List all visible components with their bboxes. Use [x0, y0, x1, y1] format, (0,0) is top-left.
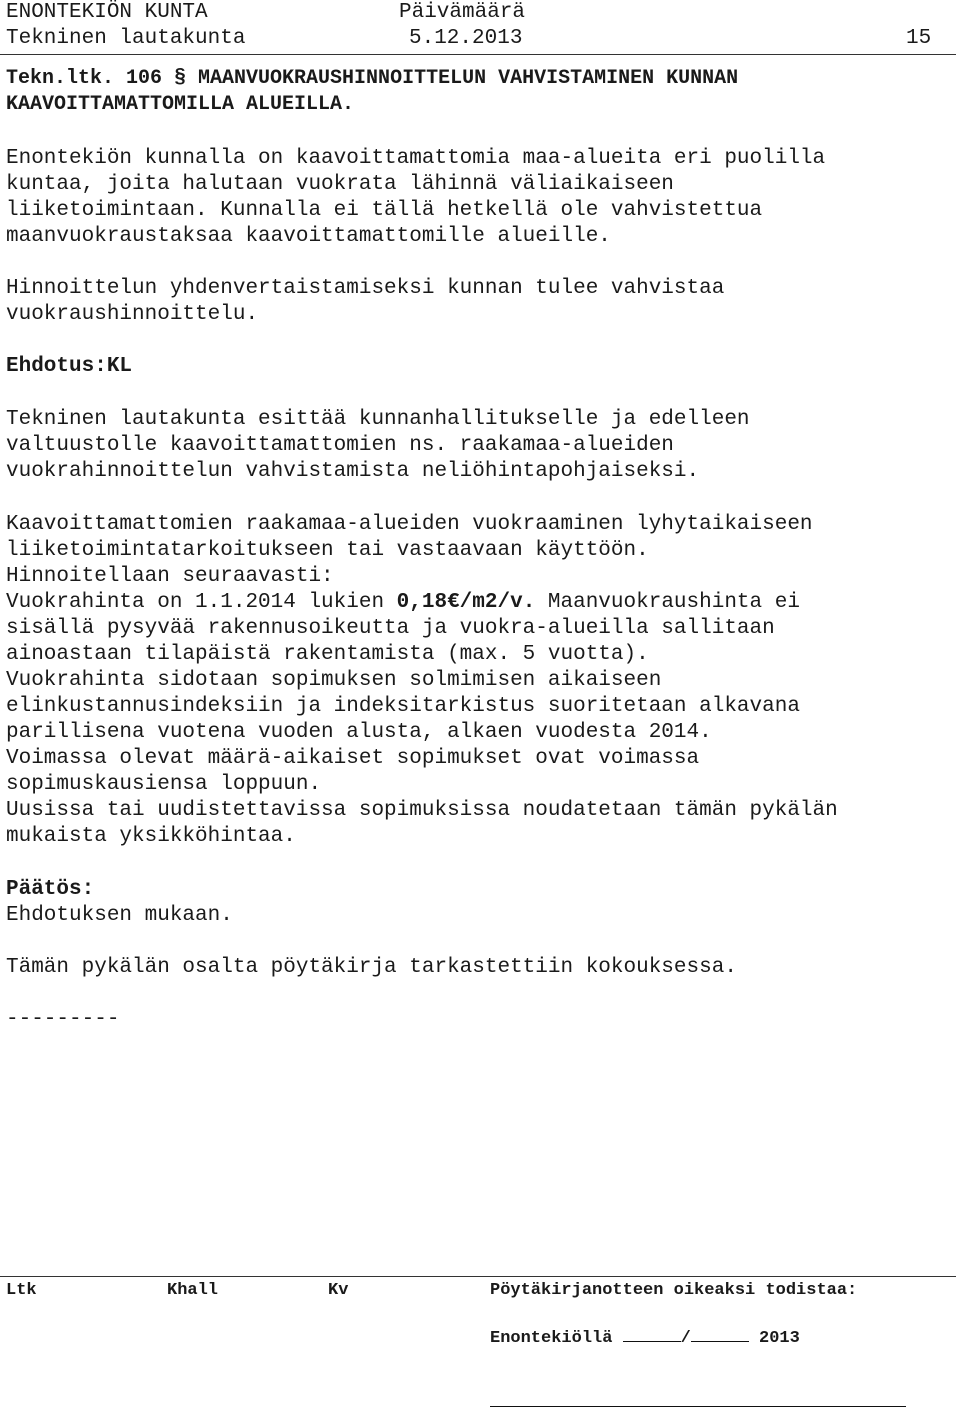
intro-line: maanvuokraustaksaa kaavoittamattomille alueille.	[6, 225, 611, 248]
proposal-line: Tekninen lautakunta esittää kunnanhallitukselle ja edelleen	[6, 408, 750, 431]
proposal-label: Ehdotus:KL	[6, 355, 133, 378]
footer-place: Enontekiöllä	[490, 1329, 613, 1348]
pricing-details	[6, 512, 954, 850]
decision-label: Päätös:	[6, 878, 95, 901]
meeting-date: 5.12.2013	[409, 27, 523, 50]
date-label: Päivämäärä	[399, 1, 526, 24]
intro-paragraph	[6, 146, 954, 250]
section-title	[6, 66, 954, 118]
details-line: sopimuskausiensa loppuun.	[6, 773, 322, 796]
intro-line: Enontekiön kunnalla on kaavoittamattomia maa-alueita eri puolilla	[6, 147, 826, 170]
details-line: sisällä pysyvää rakennusoikeutta ja vuokra-alueilla sallitaan	[6, 617, 775, 640]
separator-dashes: ---------	[6, 1008, 120, 1031]
price-prefix: Vuokrahinta on 1.1.2014 lukien	[6, 591, 397, 614]
municipality-name: ENONTEKIÖN KUNTA	[6, 1, 208, 24]
footer-ltk: Ltk	[6, 1281, 37, 1300]
details-line: elinkustannusindeksiin ja indeksitarkistus suoritetaan alkavana	[6, 695, 800, 718]
price-value: 0,18€/m2/v.	[396, 591, 536, 614]
intro2-line: vuokraushinnoittelu.	[6, 303, 259, 326]
details-line: ainoastaan tilapäistä rakentamista (max. 5 vuotta).	[6, 643, 649, 666]
proposal-line: vuokrahinnoittelun vahvistamista neliöhintapohjaiseksi.	[6, 460, 700, 483]
details-line: Vuokrahinta sidotaan sopimuksen solmimisen aikaiseen	[6, 669, 662, 692]
intro-line: liiketoimintaan. Kunnalla ei tällä hetkellä ole vahvistettua	[6, 199, 763, 222]
proposal-line: valtuustolle kaavoittamattomien ns. raakamaa-alueiden	[6, 434, 674, 457]
intro-line: kuntaa, joita halutaan vuokrata lähinnä väliaikaiseen	[6, 173, 674, 196]
details-line: Kaavoittamattomien raakamaa-alueiden vuokraaminen lyhytaikaiseen	[6, 513, 813, 536]
details-line: Uusissa tai uudistettavissa sopimuksissa noudatetaan tämän pykälän	[6, 799, 838, 822]
footer-kv: Kv	[328, 1281, 349, 1300]
section-title-line2: KAAVOITTAMATTOMILLA ALUEILLA.	[6, 93, 355, 116]
decision-text: Ehdotuksen mukaan.	[6, 904, 233, 927]
committee-name: Tekninen lautakunta	[6, 27, 246, 50]
details-line: Voimassa olevat määrä-aikaiset sopimukset ovat voimassa	[6, 747, 700, 770]
details-line: parillisena vuotena vuoden alusta, alkaen vuodesta 2014.	[6, 721, 712, 744]
footer-rule	[0, 1276, 956, 1277]
price-line	[6, 590, 954, 616]
header-rule	[0, 54, 956, 55]
footer-khall: Khall	[167, 1281, 219, 1300]
details-line: Hinnoitellaan seuraavasti:	[6, 565, 334, 588]
details-line: liiketoimintatarkoitukseen tai vastaavaan käyttöön.	[6, 539, 649, 562]
details-line: mukaista yksikköhintaa.	[6, 825, 296, 848]
section-title-line1: Tekn.ltk. 106 § MAANVUOKRAUSHINNOITTELUN VAHVISTAMINEN KUNNAN	[6, 67, 739, 90]
footer-signature-line	[490, 1321, 800, 1352]
day-blank	[623, 1321, 681, 1342]
month-blank	[691, 1321, 749, 1342]
footer-certify: Pöytäkirjanotteen oikeaksi todistaa:	[490, 1281, 858, 1300]
footer-year: 2013	[759, 1329, 800, 1348]
price-suffix: Maanvuokraushinta ei	[535, 591, 800, 614]
intro-paragraph-2	[6, 276, 954, 328]
intro2-line: Hinnoittelun yhdenvertaistamiseksi kunnan tulee vahvistaa	[6, 277, 725, 300]
footer-slash: /	[680, 1329, 691, 1348]
signature-line	[490, 1406, 906, 1407]
review-text: Tämän pykälän osalta pöytäkirja tarkastettiin kokouksessa.	[6, 956, 737, 979]
proposal-paragraph	[6, 407, 954, 485]
page-number: 15	[906, 27, 932, 50]
